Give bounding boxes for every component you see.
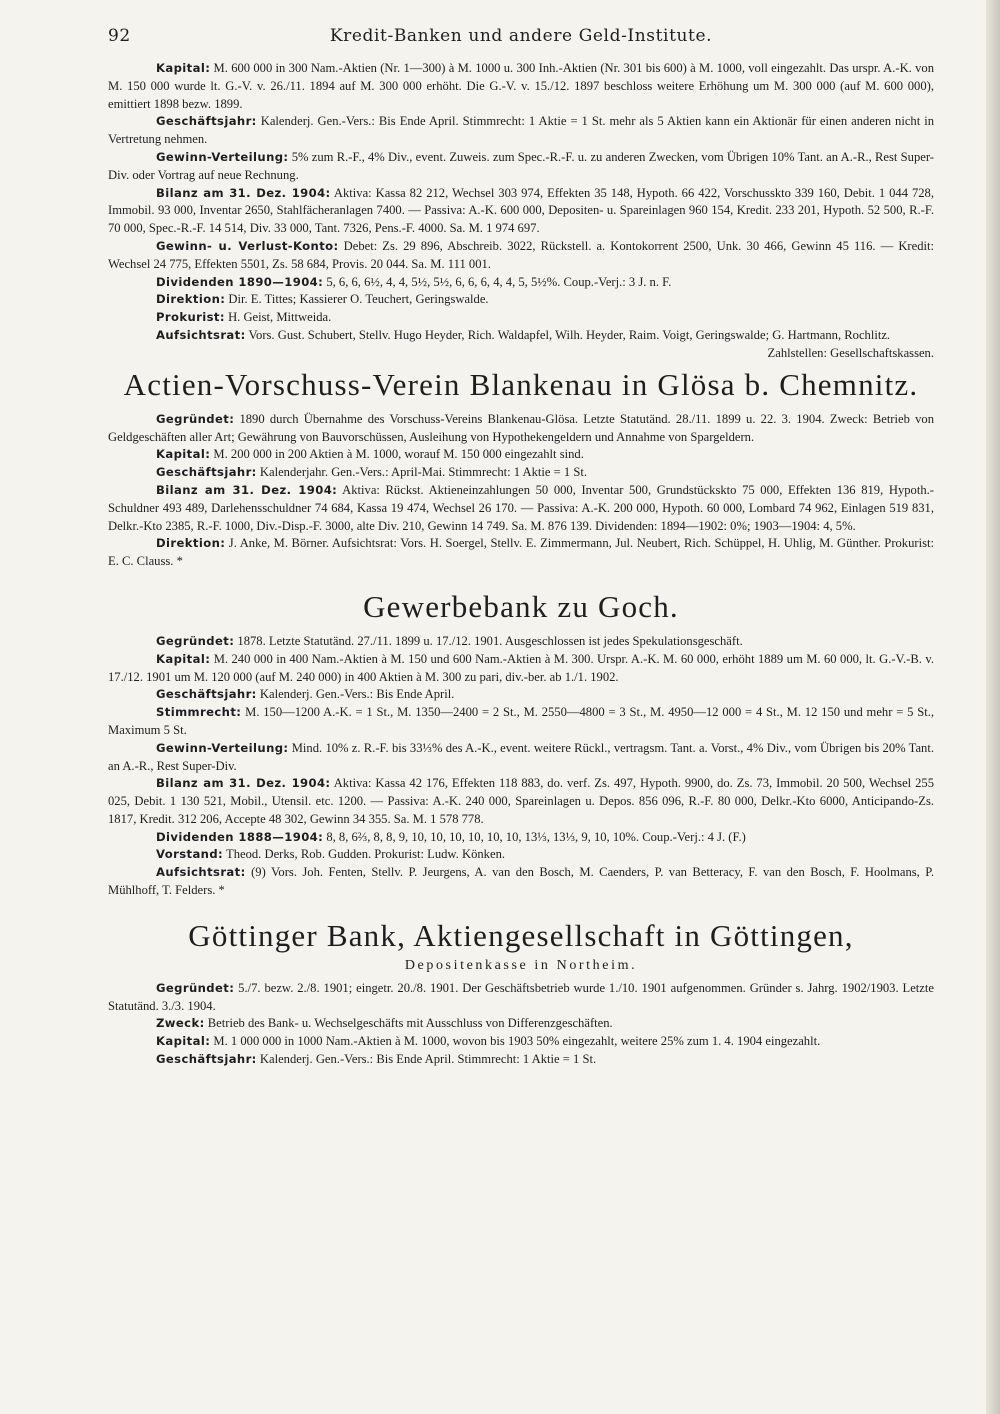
entry-paragraph xyxy=(108,274,934,292)
running-title: Kredit-Banken und andere Geld-Institute. xyxy=(329,26,713,46)
field-label: Direktion: xyxy=(156,292,226,307)
field-text: Kalenderj. Gen.-Vers.: Bis Ende April. Stimmrecht: 1 Aktie = 1 St. xyxy=(256,1052,597,1067)
entry-paragraph xyxy=(108,185,934,238)
field-label: Bilanz am 31. Dez. 1904: xyxy=(156,185,331,200)
field-label: Geschäftsjahr: xyxy=(156,1052,257,1067)
company-entry xyxy=(108,589,934,900)
field-label: Gewinn- u. Verlust-Konto: xyxy=(156,238,339,253)
field-label: Kapital: xyxy=(156,61,211,75)
entry-paragraph xyxy=(108,846,934,864)
entry-paragraph xyxy=(108,633,934,651)
field-label: Prokurist: xyxy=(156,310,225,325)
field-text: 1890 durch Übernahme des Vorschuss-Vereins Blankenau-Glösa. Letzte Statutänd. 28./11. 1899 u. 22. 3. 1904. Zweck: Betrieb von Geldgeschäften aller Art; Gewährung von Bauvorschüssen, Ausleihung von Hypothekengeldern und Annahme von Spargeldern. xyxy=(108,411,934,444)
field-label: Direktion: xyxy=(156,536,226,551)
field-label: Dividenden 1888—1904: xyxy=(156,829,324,844)
field-label: Gegründet: xyxy=(156,633,235,648)
field-label: Geschäftsjahr: xyxy=(156,114,257,129)
entry-paragraph xyxy=(108,238,934,274)
page-edge-shadow xyxy=(986,0,1000,1414)
entry-paragraph xyxy=(108,686,934,704)
field-text: M. 1 000 000 in 1000 Nam.-Aktien à M. 1000, wovon bis 1903 50% eingezahlt, weitere 25% zum 1. 4. 1904 eingezahlt. xyxy=(210,1034,821,1049)
entry-paragraph xyxy=(108,149,934,185)
field-text: 5% zum R.-F., 4% Div., event. Zuweis. zum Spec.-R.-F. u. zu anderen Zwecken, vom Übrigen 10% Tant. an A.-R., Rest Super-Div. oder Vortrag auf neue Rechnung. xyxy=(108,149,934,182)
entry-paragraph xyxy=(108,829,934,847)
entry-paragraph xyxy=(108,327,934,360)
field-text: M. 600 000 in 300 Nam.-Aktien (Nr. 1—300) à M. 1000 u. 300 Inh.-Aktien (Nr. 301 bis 600) à M. 1000, voll eingezahlt. Das urspr. A.-K. von M. 150 000 wurde lt. G.-V. v. 26./11. 1894 auf M. 300 000 erhöht. Die G.-V. v. 15./12. 1897 beschloss weitere Erhöhung um M. 300 000 (auf M. 600 000), emittiert 1898 bezw. 1899. xyxy=(108,61,934,111)
field-label: Kapital: xyxy=(156,1034,211,1049)
entries-container xyxy=(108,60,934,1069)
field-label: Dividenden 1890—1904: xyxy=(156,274,324,289)
field-label: Stimmrecht: xyxy=(156,705,242,720)
field-text: J. Anke, M. Börner. Aufsichtsrat: Vors. H. Soergel, Stellv. E. Zimmermann, Jul. Neubert, Rich. Schüppel, H. Uhlig, M. Günther. Prokurist: E. C. Clauss. * xyxy=(108,536,934,569)
company-entry xyxy=(108,918,934,1069)
entry-paragraph xyxy=(108,775,934,828)
field-label: Gewinn-Verteilung: xyxy=(156,149,289,164)
field-text: M. 150—1200 A.-K. = 1 St., M. 1350—2400 = 2 St., M. 2550—4800 = 3 St., M. 4950—12 000 = 4 St., M. 12 150 und mehr = 5 St., Maximum 5 St. xyxy=(108,705,934,737)
field-text: M. 200 000 in 200 Aktien à M. 1000, worauf M. 150 000 eingezahlt sind. xyxy=(210,447,584,462)
paragraph-note: Zahlstellen: Gesellschaftskassen. xyxy=(767,345,934,360)
entry-paragraph xyxy=(108,1051,934,1069)
field-text: Dir. E. Tittes; Kassierer O. Teuchert, Geringswalde. xyxy=(225,292,489,307)
field-label: Kapital: xyxy=(156,447,211,462)
field-text: H. Geist, Mittweida. xyxy=(224,310,332,325)
entry-paragraph xyxy=(108,60,934,113)
field-label: Bilanz am 31. Dez. 1904: xyxy=(156,482,338,497)
field-label: Kapital: xyxy=(156,651,211,666)
entry-paragraph xyxy=(108,482,934,535)
field-text: Kalenderj. Gen.-Vers.: Bis Ende April. Stimmrecht: 1 Aktie = 1 St. mehr als 5 Aktien kann ein Aktionär für einen anderen nicht in Vertretung nehmen. xyxy=(108,114,934,147)
field-text: Betrieb des Bank- u. Wechselgeschäfts mit Ausschluss von Differenzgeschäften. xyxy=(204,1016,613,1031)
entry-paragraph xyxy=(108,411,934,447)
company-heading: Gewerbebank zu Goch. xyxy=(363,588,679,624)
field-text: Kalenderj. Gen.-Vers.: Bis Ende April. xyxy=(256,687,455,702)
field-label: Gegründet: xyxy=(156,980,235,995)
entry-paragraph xyxy=(108,464,934,482)
entry-paragraph xyxy=(108,740,934,776)
entry-paragraph xyxy=(108,980,934,1016)
field-text: Kalenderjahr. Gen.-Vers.: April-Mai. Stimmrecht: 1 Aktie = 1 St. xyxy=(256,465,588,480)
field-label: Gewinn-Verteilung: xyxy=(156,740,289,755)
field-text: (9) Vors. Joh. Fenten, Stellv. P. Jeurgens, A. van den Bosch, M. Caenders, P. van Betteracy, F. van den Bosch, F. Hoolmans, P. Mühlhoff, T. Felders. * xyxy=(108,865,934,898)
entry-paragraph xyxy=(108,1033,934,1051)
entry-paragraph xyxy=(108,1015,934,1033)
company-heading: Actien-Vorschuss-Verein Blankenau in Glösa b. Chemnitz. xyxy=(123,366,919,402)
field-label: Gegründet: xyxy=(156,411,235,426)
field-label: Vorstand: xyxy=(156,847,224,862)
field-label: Bilanz am 31. Dez. 1904: xyxy=(156,776,331,791)
entry-paragraph xyxy=(108,535,934,571)
entry-paragraph xyxy=(108,446,934,464)
field-text: Aktiva: Rückst. Aktieneinzahlungen 50 000, Inventar 500, Grundstückskto 75 000, Effekten 136 819, Hypoth.-Schuldner 493 489, Darlehensschuldner 74 684, Kassa 19 474, Wechsel 26 170. — Passiva: A.-K. 200 000, Hypoth. 60 000, Lombard 74 962, Einlagen 519 831, Delkr.-Kto 2385, R.-F. 1000, Div.-Disp.-F. 3000, alte Div. 210, Gewinn 14 749. Sa. M. 876 139. Dividenden: 1894—1902: 0%; 1903—1904: 4, 5%. xyxy=(108,482,934,533)
company-entry xyxy=(108,60,935,360)
field-text: 5, 6, 6, 6½, 4, 4, 5½, 5½, 6, 6, 6, 4, 4, 5, 5½%. Coup.-Verj.: 3 J. n. F. xyxy=(323,274,672,289)
entry-paragraph xyxy=(108,309,934,327)
field-text: Mind. 10% z. R.-F. bis 33⅓% des A.-K., event. weitere Rückl., vertragsm. Tant. a. Vorst., 4% Div., vom Übrigen bis 20% Tant. an A.-R., Rest Super-Div. xyxy=(108,740,934,773)
entry-paragraph xyxy=(108,113,934,149)
field-text: 8, 8, 6⅔, 8, 8, 9, 10, 10, 10, 10, 10, 10, 13⅓, 13⅓, 9, 10, 10%. Coup.-Verj.: 4 J. (F.) xyxy=(323,829,746,844)
company-heading: Göttinger Bank, Aktiengesellschaft in Göttingen, xyxy=(188,917,854,953)
field-label: Geschäftsjahr: xyxy=(156,465,257,480)
company-subtitle: Depositenkasse in Northeim. xyxy=(404,957,638,973)
entry-paragraph xyxy=(108,704,934,740)
field-text: 1878. Letzte Statutänd. 27./11. 1899 u. 17./12. 1901. Ausgeschlossen ist jedes Spekulationsgeschäft. xyxy=(234,633,743,648)
field-label: Geschäftsjahr: xyxy=(156,687,257,702)
entry-paragraph xyxy=(108,864,934,900)
field-text: Vors. Gust. Schubert, Stellv. Hugo Heyder, Rich. Waldapfel, Wilh. Heyder, Raim. Voigt, Geringswalde; G. Hartmann, Rochlitz. xyxy=(245,327,891,342)
running-head xyxy=(108,26,934,60)
field-text: 5./7. bezw. 2./8. 1901; eingetr. 20./8. 1901. Der Geschäftsbetrieb wurde 1./10. 1901 aufgenommen. Gründer s. Jahrg. 1902/1903. Letzte Statutänd. 3./3. 1904. xyxy=(108,980,934,1013)
field-text: Theod. Derks, Rob. Gudden. Prokurist: Ludw. Könken. xyxy=(223,847,506,862)
entry-paragraph xyxy=(108,651,934,687)
book-page xyxy=(108,26,934,1071)
page-number: 92 xyxy=(108,26,131,46)
field-label: Aufsichtsrat: xyxy=(156,327,246,342)
field-text: Debet: Zs. 29 896, Abschreib. 3022, Rückstell. a. Kontokorrent 2500, Unk. 30 466, Gewinn 45 116. — Kredit: Wechsel 24 775, Effekten 5501, Zs. 58 684, Provis. 20 044. Sa. M. 111 001. xyxy=(108,238,934,271)
field-text: M. 240 000 in 400 Nam.-Aktien à M. 150 und 600 Nam.-Aktien à M. 300. Urspr. A.-K. M. 60 000, erhöht 1889 um M. 60 000, lt. G.-V.-B. v. 17./12. 1901 um M. 120 000 (auf M. 240 000) in 400 Aktien à M. 300 zu pari, div.-ber. ab 1./1. 1902. xyxy=(108,651,934,684)
field-text: Aktiva: Kassa 82 212, Wechsel 303 974, Effekten 35 148, Hypoth. 66 422, Vorschusskto 339 160, Debit. 1 044 728, Immobil. 93 000, Inventar 2650, Stahlfächeranlagen 7400. — Passiva: A.-K. 600 000, Depositen- u. Spareinlagen 960 154, Kredit. 233 201, Hypoth. 52 500, R.-F. 70 000, Spec.-R.-F. 14 514, Div. 33 000, Tant. 7326, Pens.-F. 4000. Sa. M. 1 974 697. xyxy=(108,185,935,236)
field-text: Aktiva: Kassa 42 176, Effekten 118 883, do. verf. Zs. 497, Hypoth. 9900, do. Zs. 73, Immobil. 20 500, Wechsel 255 025, Debit. 1 130 521, Mobil., Utensil. etc. 1200. — Passiva: A.-K. 240 000, Spareinlagen u. Depos. 856 096, R.-F. 80 000, Delkr.-Kto 6000, Anticipando-Zs. 1817, Kredit. 312 206, Accepte 48 302, Gewinn 34 355. Sa. M. 1 578 778. xyxy=(108,776,934,826)
field-label: Aufsichtsrat: xyxy=(156,865,246,880)
field-label: Zweck: xyxy=(156,1016,205,1031)
entry-paragraph xyxy=(108,291,934,309)
company-entry xyxy=(108,367,934,571)
